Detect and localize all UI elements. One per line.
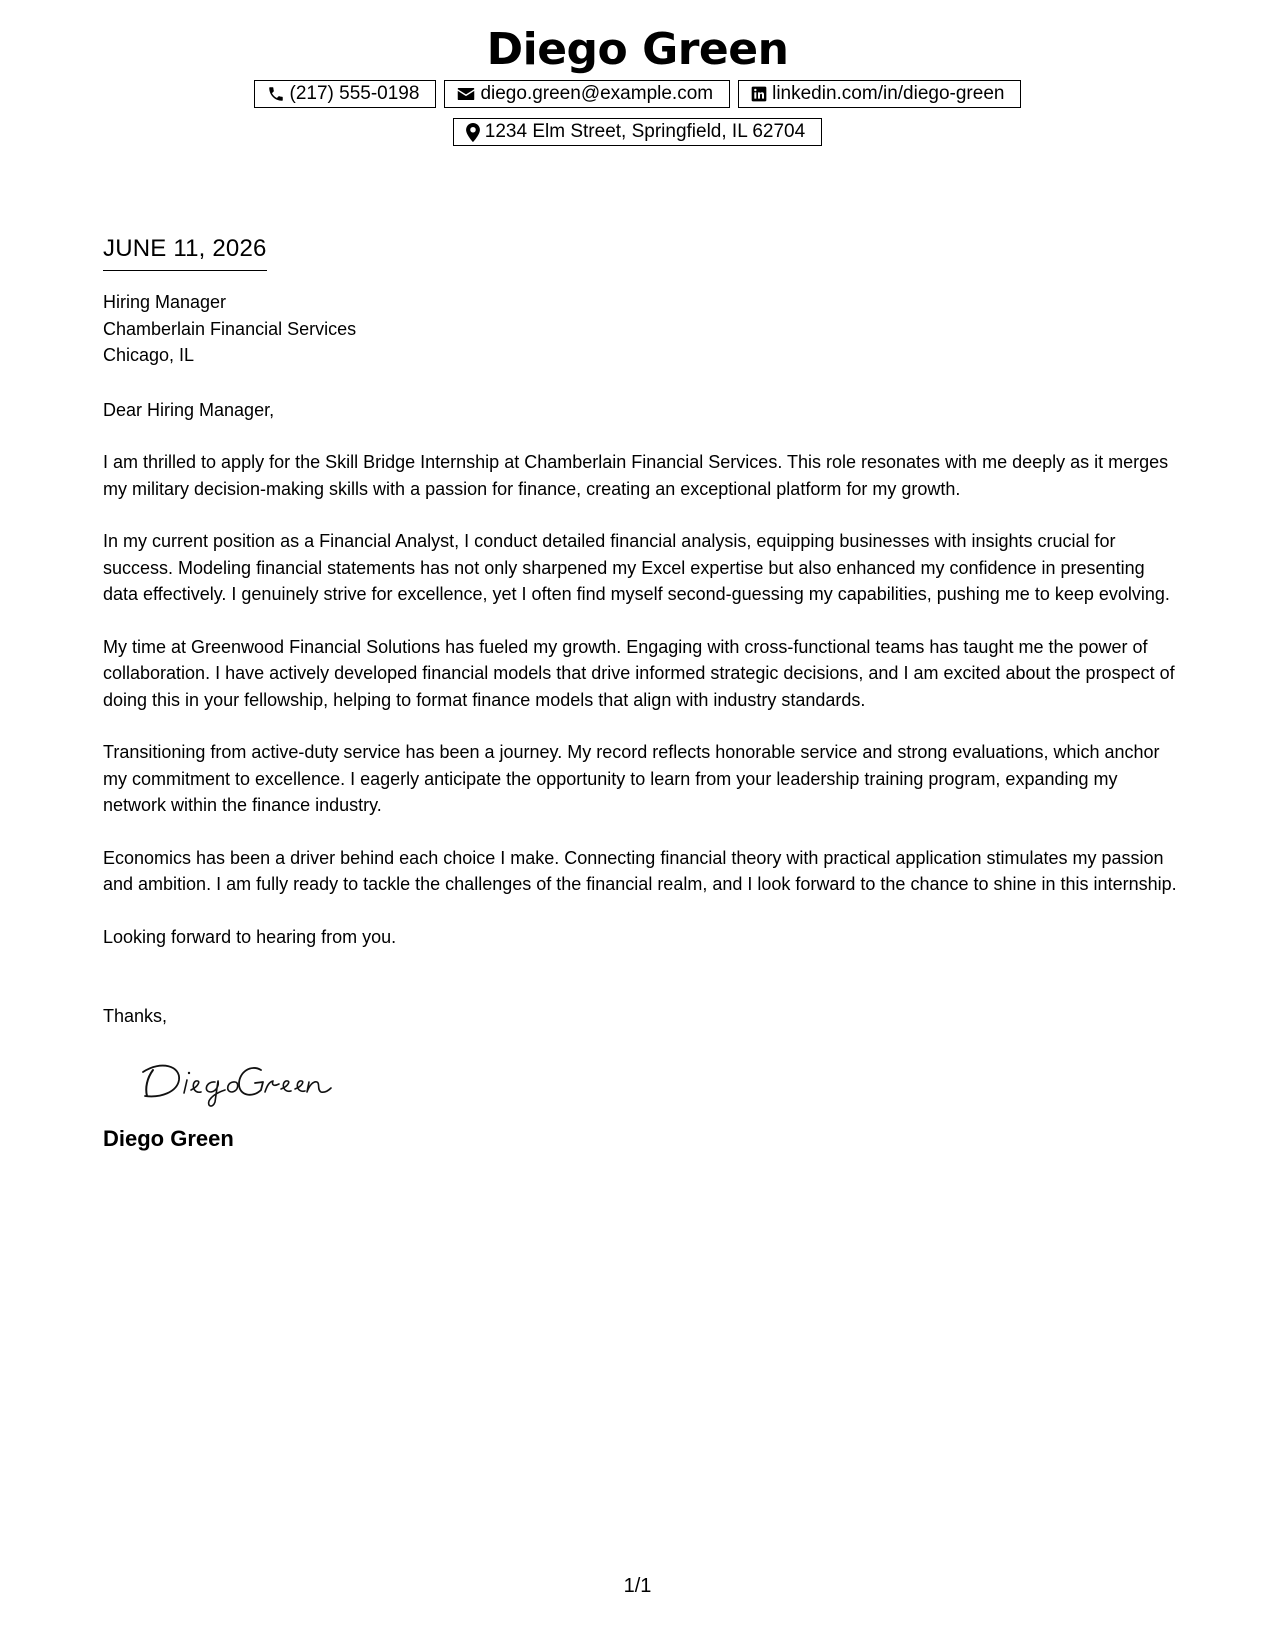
recipient-block (103, 289, 1183, 369)
signer-name: Diego Green (103, 1125, 234, 1151)
address-row (0, 118, 1275, 146)
body-paragraph: I am thrilled to apply for the Skill Bridge Internship at Chamberlain Financial Services. This role resonates with me deeply as it merges my military decision-making skills with a passion for finance, creating an exceptional platform for my growth. (103, 452, 1169, 499)
contact-info-row (0, 80, 1275, 108)
salutation: Dear Hiring Manager, (103, 399, 275, 420)
body-paragraph: My time at Greenwood Financial Solutions has fueled my growth. Engaging with cross-functional teams has taught me the power of collaboration. I have actively developed financial models that drive informed strategic decisions, and I am excited about the prospect of doing this in your fellowship, helping to format finance models that align with industry standards. (103, 636, 1175, 710)
letter-body (103, 232, 1183, 1154)
envelope-icon (457, 86, 475, 102)
address-contact (453, 118, 822, 146)
linkedin-contact[interactable] (738, 80, 1021, 108)
email-link[interactable]: diego.green@example.com (480, 83, 714, 104)
sign-off: Thanks, (103, 1006, 168, 1026)
linkedin-link[interactable]: linkedin.com/in/diego-green (772, 83, 1005, 104)
body-paragraph: In my current position as a Financial Analyst, I conduct detailed financial analysis, equipping businesses with insights crucial for success. Modeling financial statements has not only sharpened my Excel expertise but also enhanced my confidence in presenting data effectively. I genuinely strive for excellence, yet I often find myself second-guessing my capabilities, pushing me to keep evolving. (103, 531, 1170, 604)
handwritten-signature (139, 1056, 1183, 1116)
recipient-company: Chamberlain Financial Services (103, 318, 357, 339)
linkedin-icon (751, 86, 767, 102)
page-number: 1/1 (623, 1575, 652, 1597)
phone-text: (217) 555-0198 (289, 83, 420, 104)
recipient-name: Hiring Manager (103, 292, 227, 312)
phone-icon (267, 85, 285, 103)
email-contact[interactable] (444, 80, 730, 108)
body-paragraph: Economics has been a driver behind each choice I make. Connecting financial theory with practical application stimulates my passion and ambition. I am fully ready to tackle the challenges of the financial realm, and I look forward to the chance to shine in this internship. (103, 847, 1177, 894)
address-text: 1234 Elm Street, Springfield, IL 62704 (484, 121, 806, 142)
recipient-location: Chicago, IL (103, 345, 195, 365)
applicant-name-heading: Diego Green (486, 24, 789, 75)
phone-contact (254, 80, 437, 108)
letter-date: JUNE 11, 2026 (103, 232, 267, 271)
closing-line: Looking forward to hearing from you. (103, 926, 397, 947)
body-paragraph: Transitioning from active-duty service has been a journey. My record reflects honorable service and strong evaluations, which anchor my commitment to excellence. I eagerly anticipate the opportunity to learn from your leadership training program, expanding my network within the finance industry. (103, 742, 1160, 815)
map-pin-icon (466, 123, 480, 142)
